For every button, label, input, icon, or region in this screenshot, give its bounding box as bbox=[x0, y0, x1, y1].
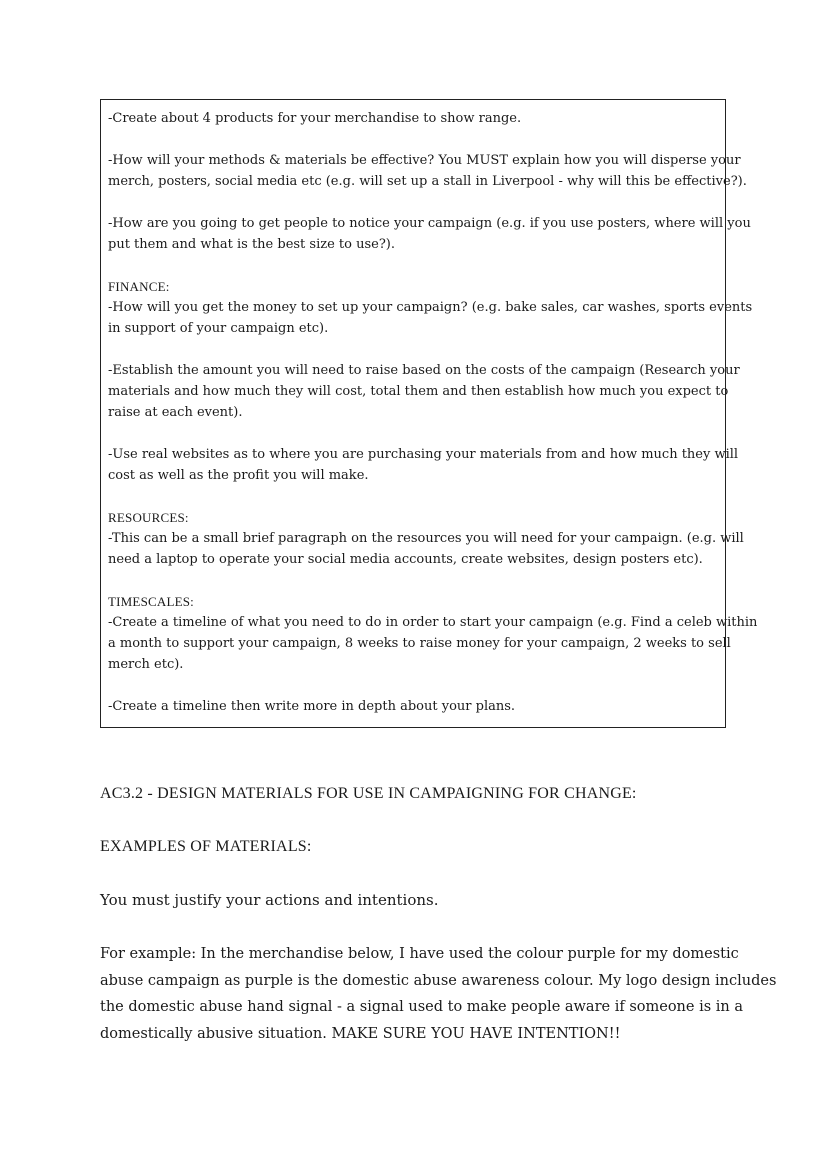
spacer bbox=[108, 423, 717, 444]
box-line: -How will you get the money to set up your campaign? (e.g. bake sales, car washes, sports events bbox=[108, 300, 753, 315]
example-line: the domestic abuse hand signal - a signal used to make people aware if someone is in a bbox=[100, 999, 743, 1015]
box-line: -How are you going to get people to notice your campaign (e.g. if you use posters, where will you bbox=[108, 216, 751, 231]
box-line: -Create about 4 products for your merchandise to show range. bbox=[108, 111, 522, 126]
example-paragraph bbox=[100, 941, 777, 1047]
spacer bbox=[108, 192, 717, 213]
box-line: -Create a timeline of what you need to do in order to start your campaign (e.g. Find a celeb within bbox=[108, 615, 758, 630]
box-line: merch etc). bbox=[108, 657, 184, 672]
box-line: merch, posters, social media etc (e.g. will set up a stall in Liverpool - why will this be effective?). bbox=[108, 174, 747, 189]
timescales-heading: TIMESCALES: bbox=[108, 594, 194, 609]
box-line: -This can be a small brief paragraph on the resources you will need for your campaign. (e.g. will bbox=[108, 531, 744, 546]
box-line: materials and how much they will cost, total them and then establish how much you expect to bbox=[108, 384, 729, 399]
box-line: -Establish the amount you will need to raise based on the costs of the campaign (Research your bbox=[108, 363, 740, 378]
box-line: -Create a timeline then write more in depth about your plans. bbox=[108, 699, 516, 714]
example-line: abuse campaign as purple is the domestic abuse awareness colour. My logo design includes bbox=[100, 972, 777, 989]
spacer bbox=[108, 486, 717, 507]
box-line: -How will your methods & materials be effective? You MUST explain how you will disperse your bbox=[108, 153, 741, 168]
box-line: cost as well as the profit you will make. bbox=[108, 468, 369, 483]
examples-heading: EXAMPLES OF MATERIALS: bbox=[100, 838, 312, 855]
box-line: a month to support your campaign, 8 weeks to raise money for your campaign, 2 weeks to sell bbox=[108, 636, 731, 651]
spacer bbox=[108, 129, 717, 150]
box-line: -Use real websites as to where you are purchasing your materials from and how much they will bbox=[108, 447, 739, 462]
instructions-box bbox=[100, 99, 758, 728]
finance-heading: FINANCE: bbox=[108, 279, 170, 294]
spacer bbox=[108, 675, 717, 696]
spacer bbox=[108, 570, 717, 591]
resources-heading: RESOURCES: bbox=[108, 510, 189, 525]
spacer bbox=[108, 339, 717, 360]
section-title: AC3.2 - DESIGN MATERIALS FOR USE IN CAMPAIGNING FOR CHANGE: bbox=[100, 785, 637, 802]
justify-note: You must justify your actions and intentions. bbox=[100, 891, 439, 909]
example-line: domestically abusive situation. MAKE SURE YOU HAVE INTENTION!! bbox=[100, 1025, 621, 1042]
box-line: in support of your campaign etc). bbox=[108, 321, 329, 336]
box-line: put them and what is the best size to use?). bbox=[108, 237, 396, 252]
spacer bbox=[108, 255, 717, 276]
box-line: raise at each event). bbox=[108, 405, 243, 420]
box-line: need a laptop to operate your social media accounts, create websites, design posters etc). bbox=[108, 552, 703, 567]
example-line: For example: In the merchandise below, I have used the colour purple for my domestic bbox=[100, 946, 739, 962]
